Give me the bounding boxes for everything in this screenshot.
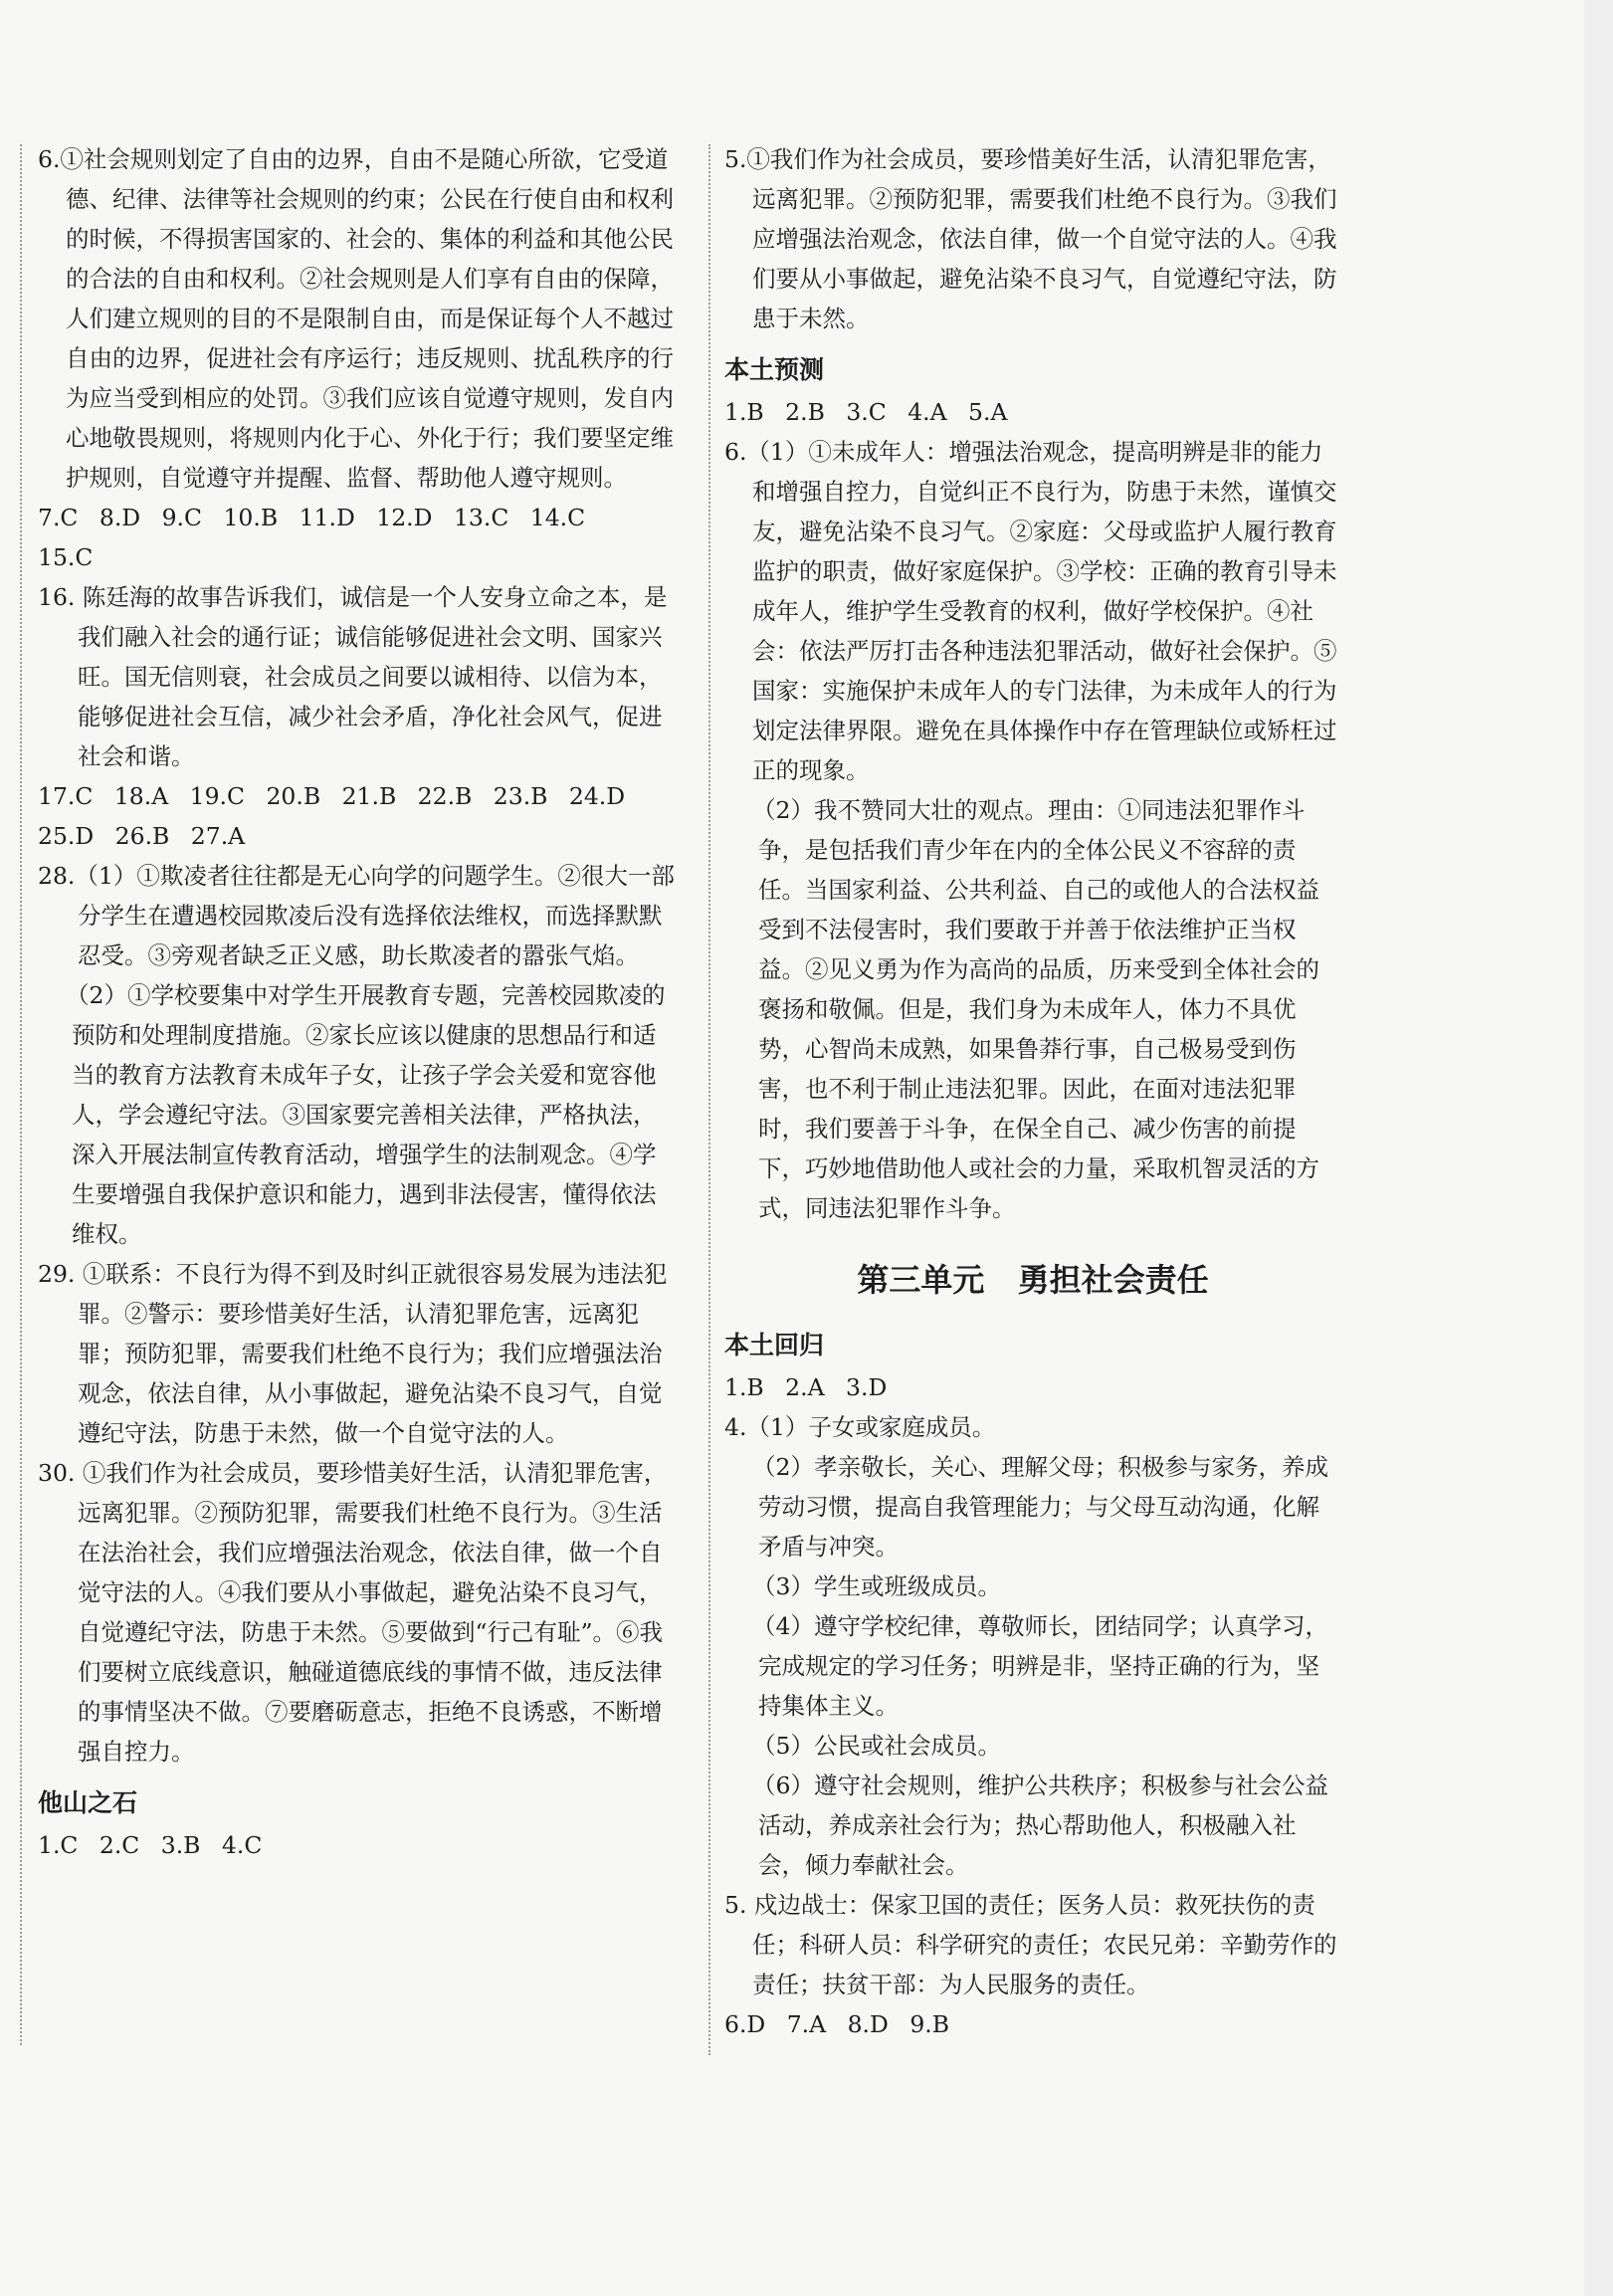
column-divider-rule (708, 144, 710, 2055)
answer-q4-part2: （2）孝亲敬长，关心、理解父母；积极参与家务，养成劳动习惯，提高自我管理能力；与父母互动沟通，化解矛盾与冲突。 (752, 1453, 1328, 1561)
answer-q30: 30. ①我们作为社会成员，要珍惜美好生活，认清犯罪危害，远离犯罪。②预防犯罪，需要我们杜绝不良行为。③生活在法治社会，我们应增强法治观念，依法自律，做一个自觉守法的人。④我们要从小事做起，避免沾染不良习气，自觉遵纪守法，防患于未然。⑤要做到“行己有耻”。⑥我们要树立底线意识，触碰道德底线的事情不做，违反法律的事情坚决不做。⑦要磨砺意志，拒绝不良诱惑，不断增强自控力。 (38, 1459, 668, 1766)
page-fold-shadow (1584, 0, 1613, 2296)
answer-q6: 6.①社会规则划定了自由的边界，自由不是随心所欲，它受道德、纪律、法律等社会规则的约束；公民在行使自由和权利的时候，不得损害国家的、社会的、集体的利益和其他公民的合法的自由和权利。②社会规则是人们享有自由的保障，人们建立规则的目的不是限制自由，而是保证每个人不越过自由的边界，促进社会有序运行；违反规则、扰乱秩序的行为应当受到相应的处罚。③我们应该自觉遵守规则，发自内心地敬畏规则，将规则内化于心、外化于行；我们要坚定维护规则，自觉遵守并提醒、监督、帮助他人遵守规则。 (38, 145, 674, 492)
answer-q5-roles: 5. 戍边战士：保家卫国的责任；医务人员：救死扶伤的责任；科研人员：科学研究的责任；农民兄弟：辛勤劳作的责任；扶贫干部：为人民服务的责任。 (724, 1891, 1337, 1998)
section-heading-huigui: 本土回归 (724, 1331, 825, 1359)
answer-q5: 5.①我们作为社会成员，要珍惜美好生活，认清犯罪危害，远离犯罪。②预防犯罪，需要我们杜绝不良行为。③我们应增强法治观念，依法自律，做一个自觉守法的人。④我们要从小事做起，避免沾染不良习气，自觉遵纪守法，防患于未然。 (724, 145, 1337, 332)
answer-q6-part1: 6.（1）①未成年人：增强法治观念，提高明辨是非的能力和增强自控力，自觉纠正不良行为，防患于未然，谨慎交友，避免沾染不良习气。②家庭：父母或监护人履行教育监护的职责，做好家庭保护。③学校：正确的教育引导未成年人，维护学生受教育的权利，做好学校保护。④社会：依法严厉打击各种违法犯罪活动，做好社会保护。⑤国家：实施保护未成年人的专门法律，为未成年人的行为划定法律界限。避免在具体操作中存在管理缺位或矫枉过正的现象。 (724, 438, 1337, 784)
section-heading-tashan: 他山之石 (38, 1788, 138, 1817)
answer-q6-part2: （2）我不赞同大壮的观点。理由：①同违法犯罪作斗争，是包括我们青少年在内的全体公民义不容辞的责任。当国家利益、公共利益、自己的或他人的合法权益受到不法侵害时，我们要敢于并善于依法维护正当权益。②见义勇为作为高尚的品质，历来受到全体社会的褒扬和敬佩。但是，我们身为未成年人，体力不具优势，心智尚未成熟，如果鲁莽行事，自己极易受到伤害，也不利于制止违法犯罪。因此，在面对违法犯罪时，我们要善于斗争，在保全自己、减少伤害的前提下，巧妙地借助他人或社会的力量，采取机智灵活的方式，同违法犯罪作斗争。 (752, 796, 1319, 1222)
answers-17-24: 17.C 18.A 19.C 20.B 21.B 22.B 23.B 24.D (38, 782, 626, 810)
answer-q4-part1: 4.（1）子女或家庭成员。 (724, 1413, 996, 1441)
answer-q4-part3: （3）学生或班级成员。 (752, 1572, 1001, 1600)
answer-q4-part5: （5）公民或社会成员。 (752, 1732, 1001, 1760)
answer-q28-part2: （2）①学校要集中对学生开展教育专题，完善校园欺凌的预防和处理制度措施。②家长应该以健康的思想品行和适当的教育方法教育未成年子女，让孩子学会关爱和宽容他人，学会遵纪守法。③国家要完善相关法律，严格执法，深入开展法制宣传教育活动，增强学生的法制观念。④学生要增强自我保护意识和能力，遇到非法侵害，懂得依法维权。 (66, 981, 666, 1248)
left-margin-rule (20, 144, 22, 2045)
answers-yuce: 1.B 2.B 3.C 4.A 5.A (724, 398, 1008, 426)
answers-25-27: 25.D 26.B 27.A (38, 822, 246, 850)
unit-title: 第三单元 勇担社会责任 (857, 1261, 1209, 1299)
answer-q29: 29. ①联系：不良行为得不到及时纠正就很容易发展为违法犯罪。②警示：要珍惜美好生活，认清犯罪危害，远离犯罪；预防犯罪，需要我们杜绝不良行为；我们应增强法治观念，依法自律，从小事做起，避免沾染不良习气，自觉遵纪守法，防患于未然，做一个自觉守法的人。 (38, 1260, 668, 1447)
answer-q28-part1: 28.（1）①欺凌者往往都是无心向学的问题学生。②很大一部分学生在遭遇校园欺凌后没有选择依法维权，而选择默默忍受。③旁观者缺乏正义感，助长欺凌者的嚣张气焰。 (38, 862, 675, 969)
answers-7-14: 7.C 8.D 9.C 10.B 11.D 12.D 13.C 14.C (38, 504, 586, 531)
answer-q4-part4: （4）遵守学校纪律，尊敬师长，团结同学；认真学习，完成规定的学习任务；明辨是非，坚持正确的行为，坚持集体主义。 (752, 1612, 1328, 1720)
answer-q4-part6: （6）遵守社会规则，维护公共秩序；积极参与社会公益活动，养成亲社会行为；热心帮助他人，积极融入社会，倾力奉献社会。 (752, 1772, 1328, 1879)
answers-15: 15.C (38, 543, 94, 571)
answers-huigui: 1.B 2.A 3.D (724, 1373, 888, 1401)
left-column (38, 139, 675, 1865)
answer-q16: 16. 陈廷海的故事告诉我们，诚信是一个人安身立命之本，是我们融入社会的通行证；诚信能够促进社会文明、国家兴旺。国无信则衰，社会成员之间要以诚相待、以信为本，能够促进社会互信，减少社会矛盾，净化社会风气，促进社会和谐。 (38, 583, 668, 770)
answers-tashan: 1.C 2.C 3.B 4.C (38, 1831, 263, 1859)
answers-6-9: 6.D 7.A 8.D 9.B (724, 2010, 950, 2038)
right-column (724, 139, 1341, 2044)
section-heading-yuce: 本土预测 (724, 355, 825, 384)
